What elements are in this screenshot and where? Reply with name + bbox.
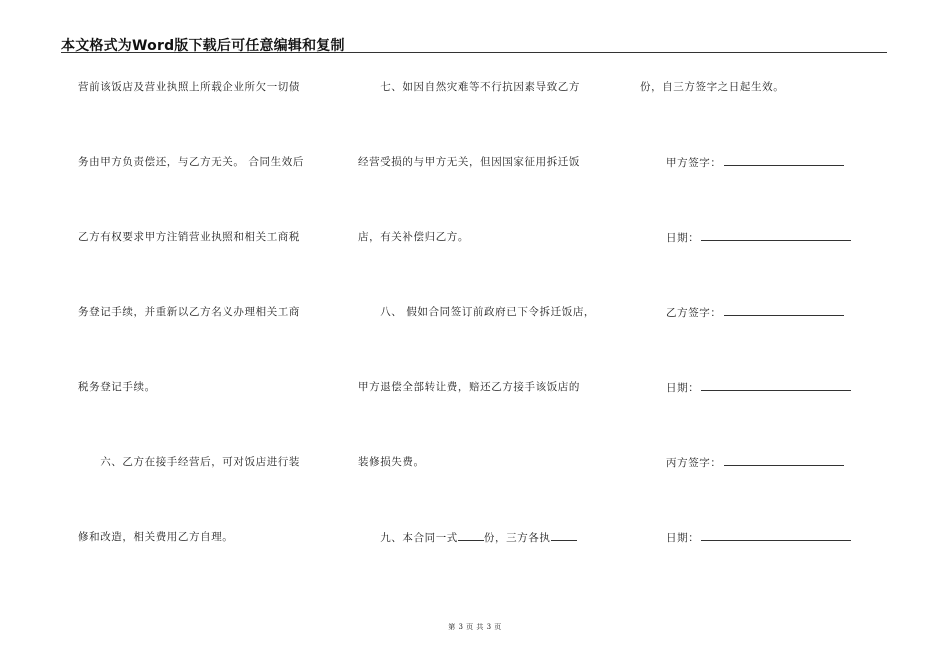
signature-party-a [666, 156, 844, 169]
date-line-party-a[interactable] [701, 231, 851, 241]
left-line: 修和改造，相关费用乙方自理。 [78, 531, 234, 543]
header-divider [61, 52, 887, 53]
date-line-party-c[interactable] [701, 531, 851, 541]
signature-line-party-a[interactable] [724, 156, 844, 166]
middle-line: 店，有关补偿归乙方。 [358, 231, 469, 243]
date-party-b [666, 381, 851, 394]
date-line-party-b[interactable] [701, 381, 851, 391]
signature-party-c [666, 456, 844, 469]
page-number-footer: 第 3 页 共 3 页 [448, 623, 502, 631]
middle-line-with-blanks [358, 531, 577, 544]
middle-line: 八、 假如合同签订前政府已下令拆迁饭店， [358, 306, 596, 318]
date-label: 日期： [666, 232, 700, 244]
signature-label: 乙方签字： [666, 307, 722, 319]
signature-label: 丙方签字： [666, 457, 722, 469]
date-label: 日期： [666, 382, 700, 394]
document-header-title: 本文格式为Word版下载后可任意编辑和复制 [61, 38, 345, 54]
left-line: 务登记手续，并重新以乙方名义办理相关工商 [78, 306, 300, 318]
middle-line: 装修损失费。 [358, 456, 425, 468]
clause-nine-prefix: 九、本合同一式 [358, 532, 458, 544]
signature-party-b [666, 306, 844, 319]
left-line: 税务登记手续。 [78, 381, 156, 393]
left-line: 营前该饭店及营业执照上所载企业所欠一切债 [78, 81, 300, 93]
signature-line-party-c[interactable] [724, 456, 844, 466]
left-line: 务由甲方负责偿还，与乙方无关。 合同生效后 [78, 156, 304, 168]
signature-label: 甲方签字： [666, 157, 722, 169]
date-label: 日期： [666, 532, 700, 544]
left-line: 六、乙方在接手经营后，可对饭店进行装 [78, 456, 300, 468]
date-party-c [666, 531, 851, 544]
signature-line-party-b[interactable] [724, 306, 844, 316]
left-line: 乙方有权要求甲方注销营业执照和相关工商税 [78, 231, 300, 243]
copies-count-blank[interactable] [458, 531, 484, 541]
right-line: 份，自三方签字之日起生效。 [640, 81, 785, 93]
middle-line: 甲方退偿全部转让费，赔还乙方接手该饭店的 [358, 381, 580, 393]
middle-line: 七、如因自然灾难等不行抗因素导致乙方 [358, 81, 580, 93]
date-party-a [666, 231, 851, 244]
middle-line: 经营受损的与甲方无关，但因国家征用拆迁饭 [358, 156, 580, 168]
copies-each-blank[interactable] [551, 531, 577, 541]
clause-nine-mid: 份，三方各执 [483, 532, 551, 544]
